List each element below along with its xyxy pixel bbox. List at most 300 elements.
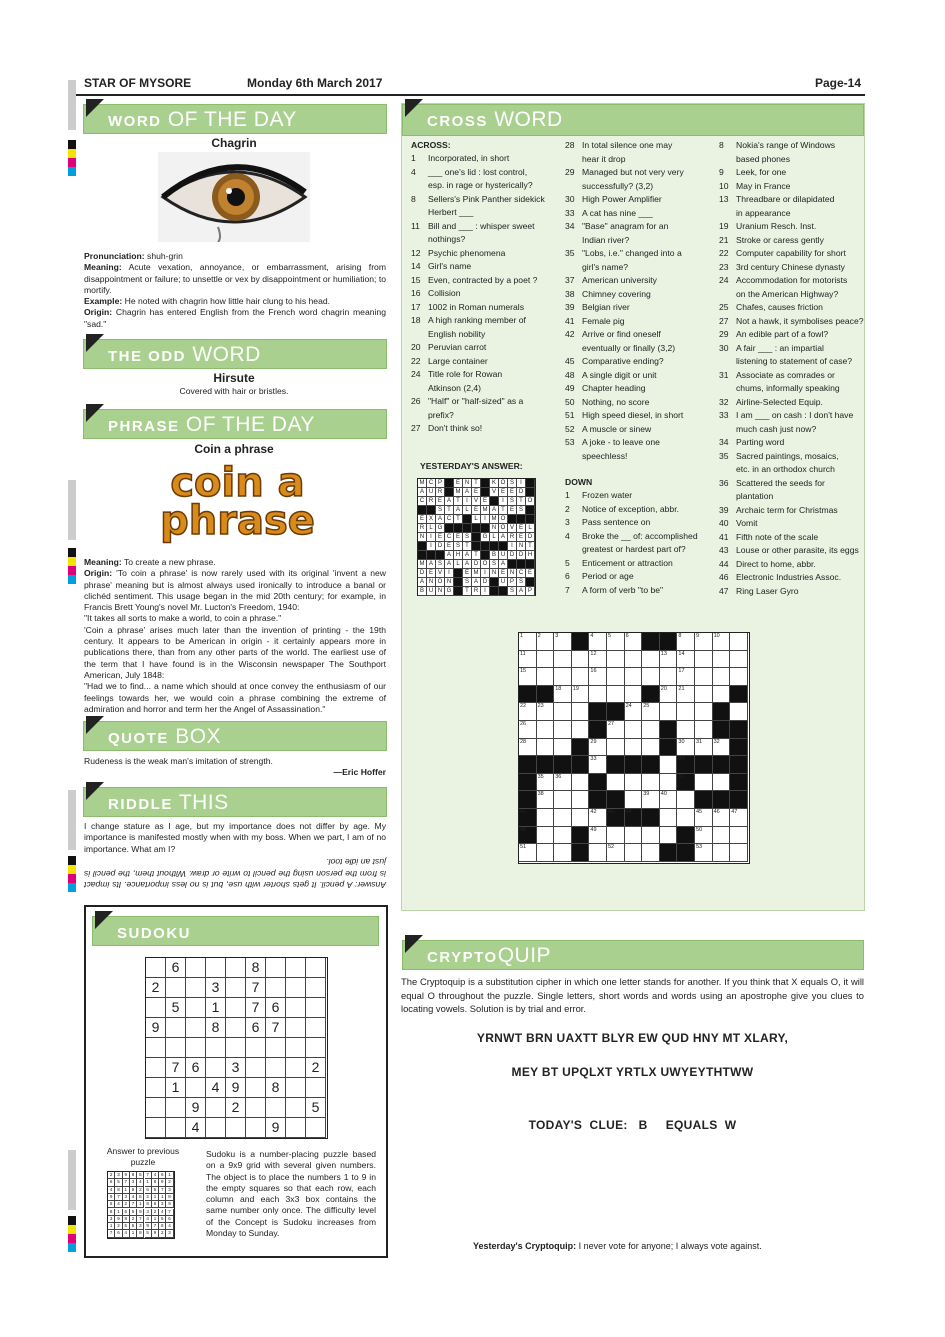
crossword-cell[interactable]	[537, 703, 555, 721]
sudoku-cell[interactable]: 1	[206, 998, 226, 1018]
yesterday-cell: O	[481, 560, 490, 569]
cell-number: 15	[520, 668, 527, 675]
sudoku-cell[interactable]	[306, 998, 326, 1018]
clue-item: 45 Comparative ending?	[565, 356, 664, 366]
crossword-cell[interactable]	[625, 827, 643, 845]
clue-item: 29 Managed but not very very	[565, 167, 684, 177]
clue-item: eventually or finally (3,2)	[582, 342, 676, 353]
crossword-cell[interactable]	[537, 668, 555, 686]
sudoku-cell[interactable]: 1	[166, 1078, 186, 1098]
yesterday-cell	[526, 488, 535, 497]
clue-item: 7 A form of verb "to be"	[565, 584, 664, 595]
sudoku-cell[interactable]	[206, 1038, 226, 1058]
cell-number: 49	[590, 826, 597, 833]
crossword-cell[interactable]	[677, 668, 695, 686]
sudoku-cell[interactable]	[286, 1118, 306, 1138]
yesterday-cell	[418, 506, 427, 515]
sudoku-answer-cell: 7	[115, 1194, 122, 1201]
crossword-cell[interactable]	[554, 827, 572, 845]
clue-item: Herbert ___	[428, 207, 474, 217]
crossword-cell[interactable]	[554, 651, 572, 669]
crossword-cell[interactable]	[695, 668, 713, 686]
crossword-cell[interactable]	[554, 739, 572, 757]
sudoku-cell[interactable]	[286, 1078, 306, 1098]
crossword-cell[interactable]	[660, 668, 678, 686]
crossword-cell[interactable]	[625, 774, 643, 792]
crossword-cell[interactable]	[713, 809, 731, 827]
crossword-cell[interactable]	[589, 633, 607, 651]
crossword-cell[interactable]	[642, 721, 660, 739]
crossword-cell	[660, 844, 678, 862]
yesterday-cell: A	[517, 587, 526, 596]
cell-number: 34	[678, 756, 685, 763]
crossword-cell[interactable]	[695, 739, 713, 757]
crossword-cell[interactable]	[572, 703, 590, 721]
crossword-cell[interactable]	[713, 739, 731, 757]
crossword-cell[interactable]	[607, 633, 625, 651]
sudoku-cell[interactable]	[246, 1118, 266, 1138]
crossword-cell[interactable]	[625, 686, 643, 704]
crossword-cell[interactable]	[589, 844, 607, 862]
sudoku-cell[interactable]: 2	[306, 1058, 326, 1078]
sudoku-cell[interactable]: 8	[246, 958, 266, 978]
yesterday-cell: A	[418, 578, 427, 587]
crossword-cell[interactable]	[730, 703, 748, 721]
sudoku-answer-cell: 7	[108, 1230, 115, 1237]
sudoku-answer-cell: 6	[137, 1194, 144, 1201]
crossword-cell[interactable]	[607, 774, 625, 792]
crossword-cell[interactable]	[554, 721, 572, 739]
crossword-cell[interactable]	[730, 809, 748, 827]
cell-number: 20	[660, 685, 667, 692]
sudoku-answer-cell: 8	[123, 1216, 130, 1223]
sudoku-answer-cell: 1	[159, 1194, 166, 1201]
crossword-cell[interactable]	[572, 651, 590, 669]
down-label: DOWN	[565, 477, 593, 487]
sudoku-cell[interactable]: 3	[206, 978, 226, 998]
yesterday-cell: O	[499, 515, 508, 524]
crossword-cell[interactable]	[677, 651, 695, 669]
sudoku-cell[interactable]	[186, 958, 206, 978]
crossword-cell[interactable]	[677, 809, 695, 827]
crossword-cell[interactable]	[713, 651, 731, 669]
crossword-cell[interactable]	[589, 827, 607, 845]
crossword-cell	[642, 756, 660, 774]
sudoku-cell[interactable]	[306, 1118, 326, 1138]
sudoku-cell[interactable]	[306, 978, 326, 998]
yesterday-cell: E	[463, 569, 472, 578]
sudoku-answer-grid	[107, 1171, 175, 1239]
yesterday-cell: E	[436, 533, 445, 542]
sudoku-answer-cell: 5	[159, 1216, 166, 1223]
crossword-cell[interactable]	[677, 739, 695, 757]
sudoku-cell[interactable]	[306, 1018, 326, 1038]
crossword-cell[interactable]	[537, 791, 555, 809]
sudoku-cell[interactable]	[206, 958, 226, 978]
crossword-cell[interactable]	[572, 809, 590, 827]
sudoku-cell[interactable]	[286, 978, 306, 998]
clue-item: 28 In total silence one may	[565, 140, 673, 150]
crossword-cell	[713, 721, 731, 739]
sudoku-cell[interactable]: 9	[266, 1118, 286, 1138]
sudoku-cell[interactable]: 4	[206, 1078, 226, 1098]
yesterday-cell: S	[436, 560, 445, 569]
crossword-cell[interactable]	[660, 703, 678, 721]
crossword-cell[interactable]	[660, 791, 678, 809]
sudoku-cell[interactable]	[186, 1078, 206, 1098]
crossword-cell[interactable]	[695, 827, 713, 845]
crossword-cell[interactable]	[642, 739, 660, 757]
crossword-cell[interactable]	[730, 651, 748, 669]
clue-item: Atkinson (2,4)	[428, 382, 482, 393]
sudoku-answer-cell: 6	[108, 1179, 115, 1186]
yesterday-cell: S	[517, 506, 526, 515]
crossword-cell[interactable]	[554, 791, 572, 809]
crossword-cell[interactable]	[713, 827, 731, 845]
sudoku-cell[interactable]: 5	[306, 1098, 326, 1118]
sudoku-answer-cell: 1	[108, 1223, 115, 1230]
sudoku-cell[interactable]	[266, 958, 286, 978]
sudoku-cell[interactable]	[306, 1038, 326, 1058]
paper-name: STAR OF MYSORE	[84, 76, 192, 90]
crossword-cell[interactable]	[537, 651, 555, 669]
crossword-cell[interactable]	[660, 756, 678, 774]
sudoku-answer-cell: 8	[159, 1223, 166, 1230]
sudoku-cell[interactable]	[166, 978, 186, 998]
crossword-cell[interactable]	[554, 668, 572, 686]
sudoku-cell[interactable]: 4	[186, 1118, 206, 1138]
crossword-cell[interactable]	[677, 703, 695, 721]
sudoku-cell[interactable]	[146, 1058, 166, 1078]
sudoku-cell[interactable]	[266, 1098, 286, 1118]
crossword-cell[interactable]	[607, 739, 625, 757]
crossword-cell[interactable]	[625, 844, 643, 862]
sudoku-answer-cell: 4	[130, 1194, 137, 1201]
yesterday-cell: T	[463, 587, 472, 596]
sudoku-cell[interactable]	[266, 978, 286, 998]
crossword-cell[interactable]	[695, 721, 713, 739]
sudoku-cell[interactable]: 9	[146, 1018, 166, 1038]
sudoku-cell[interactable]	[226, 958, 246, 978]
crossword-cell[interactable]	[625, 739, 643, 757]
sudoku-cell[interactable]	[166, 1018, 186, 1038]
clue-item: Indian river?	[582, 234, 630, 245]
sudoku-cell[interactable]: 2	[146, 978, 166, 998]
sudoku-cell[interactable]: 3	[226, 1058, 246, 1078]
sudoku-cell[interactable]	[286, 1038, 306, 1058]
sudoku-cell[interactable]	[286, 998, 306, 1018]
sudoku-cell[interactable]	[226, 998, 246, 1018]
sudoku-cell[interactable]: 7	[246, 978, 266, 998]
sudoku-cell[interactable]	[146, 998, 166, 1018]
crossword-cell[interactable]	[677, 686, 695, 704]
crossword-cell[interactable]	[730, 827, 748, 845]
crossword-cell[interactable]	[625, 633, 643, 651]
crossword-cell[interactable]	[554, 844, 572, 862]
crossword-cell[interactable]	[660, 827, 678, 845]
sudoku-answer-cell: 1	[152, 1194, 159, 1201]
crossword-cell[interactable]	[730, 844, 748, 862]
crossword-cell[interactable]	[660, 809, 678, 827]
crossword-cell[interactable]	[572, 686, 590, 704]
yesterday-cell	[454, 578, 463, 587]
sudoku-answer-cell: 1	[130, 1230, 137, 1237]
sudoku-answer-cell: 7	[145, 1172, 152, 1179]
crossword-cell[interactable]	[572, 791, 590, 809]
crossword-cell	[677, 844, 695, 862]
crossword-cell[interactable]	[519, 651, 537, 669]
crossword-cell[interactable]	[695, 703, 713, 721]
sudoku-cell[interactable]	[206, 1058, 226, 1078]
cell-number: 23	[537, 703, 544, 710]
crossword-cell[interactable]	[607, 686, 625, 704]
sudoku-cell[interactable]	[166, 1098, 186, 1118]
crossword-cell[interactable]	[713, 844, 731, 862]
yesterday-cell: S	[454, 542, 463, 551]
header-rule	[70, 94, 865, 96]
crossword-cell[interactable]	[537, 844, 555, 862]
crossword-cell[interactable]	[642, 651, 660, 669]
cell-number: 2	[537, 633, 541, 639]
crossword-cell[interactable]	[589, 668, 607, 686]
sudoku-cell[interactable]: 9	[226, 1078, 246, 1098]
yesterday-cell	[508, 515, 517, 524]
sudoku-cell[interactable]	[266, 1038, 286, 1058]
crossword-cell[interactable]	[625, 791, 643, 809]
yesterday-cell: E	[472, 506, 481, 515]
yesterday-cell	[445, 479, 454, 488]
crossword-cell[interactable]	[589, 756, 607, 774]
yesterday-cell: E	[499, 488, 508, 497]
clue-item: 30 High Power Amplifier	[565, 194, 662, 204]
odd-word: Hirsute	[213, 371, 255, 385]
sudoku-cell[interactable]	[226, 1018, 246, 1038]
crossword-cell[interactable]	[642, 668, 660, 686]
clue-item: 36 Scattered the seeds for	[719, 477, 825, 488]
quote-author: —Eric Hoffer	[333, 767, 386, 777]
crossword-cell[interactable]	[642, 844, 660, 862]
sudoku-cell[interactable]	[226, 1038, 246, 1058]
clue-item: 2 Notice of exception, abbr.	[565, 503, 679, 514]
sudoku-answer-cell: 8	[145, 1201, 152, 1208]
clue-item: 43 Louse or other parasite, its eggs	[719, 545, 859, 555]
sudoku-cell[interactable]	[226, 978, 246, 998]
crossword-cell	[607, 791, 625, 809]
sudoku-cell[interactable]	[206, 1098, 226, 1118]
sudoku-cell[interactable]	[286, 1058, 306, 1078]
yesterday-cell: R	[472, 587, 481, 596]
crossword-cell[interactable]	[519, 703, 537, 721]
phrase-text: Meaning: To create a new phrase. Origin: 'To coin a phrase' is now rarely used with its original 'invent a new phrase' meaning but is almost always used ironically to introduce a banal or clichéd sentiment. This usage began in the mid 20th century; for example, in Francis Brett Young's novel Mr. Lucton's Freedom, 1940: "It takes all sorts to make a world, to coin a phrase." 'Coin a phrase' arises much later than the invention of printing - the 19th century. It appears to be American in origin - it certainly appears more in publications there, than from any other parts of the world. The earliest use of the term that I have found is in the Wisconsin newspaper The Southport American, July 1848: "Had we to find... a name which should at once convey the enthusiasm of our feelings towards her, we would coin a phrase combining the extreme of admiration and horror and term her the Angel of Assassination."	[84, 557, 386, 714]
sudoku-cell[interactable]	[146, 1078, 166, 1098]
sudoku-answer-cell: 4	[115, 1201, 122, 1208]
crossword-cell[interactable]	[625, 721, 643, 739]
sudoku-cell[interactable]	[186, 1018, 206, 1038]
sudoku-answer-cell: 8	[152, 1179, 159, 1186]
sudoku-answer-cell: 9	[108, 1194, 115, 1201]
sudoku-cell[interactable]	[206, 1118, 226, 1138]
crossword-cell[interactable]	[713, 686, 731, 704]
crossword-cell[interactable]	[695, 651, 713, 669]
yesterday-cell: E	[454, 533, 463, 542]
yesterday-cell: A	[445, 560, 454, 569]
sudoku-cell[interactable]: 6	[246, 1018, 266, 1038]
sudoku-cell[interactable]	[186, 998, 206, 1018]
down-clues-col3	[719, 139, 864, 598]
clue-item: 39 Belgian river	[565, 302, 630, 312]
crossword-cell[interactable]	[554, 686, 572, 704]
sudoku-cell[interactable]	[306, 958, 326, 978]
crossword-cell[interactable]	[572, 721, 590, 739]
sudoku-cell[interactable]: 7	[166, 1058, 186, 1078]
crossword-cell[interactable]	[713, 633, 731, 651]
sudoku-answer-cell: 4	[166, 1223, 173, 1230]
crossword-cell[interactable]	[572, 668, 590, 686]
crossword-cell[interactable]	[660, 774, 678, 792]
yesterday-cell: D	[481, 578, 490, 587]
crossword-cell[interactable]	[677, 721, 695, 739]
crossword-cell[interactable]	[625, 703, 643, 721]
clue-item: 13 Threadbare or dilapidated	[719, 194, 835, 204]
sudoku-cell[interactable]	[166, 1038, 186, 1058]
yesterday-cell	[508, 560, 517, 569]
crossword-cell[interactable]	[713, 668, 731, 686]
crossword-cell[interactable]	[642, 827, 660, 845]
sudoku-cell[interactable]	[246, 1038, 266, 1058]
sudoku-cell[interactable]: 7	[246, 998, 266, 1018]
crossword-cell[interactable]	[519, 668, 537, 686]
yesterday-cell: R	[427, 497, 436, 506]
sudoku-cell[interactable]	[286, 958, 306, 978]
clue-item: 23 3rd century Chinese dynasty	[719, 261, 845, 272]
yesterday-cell: T	[463, 542, 472, 551]
sudoku-cell[interactable]	[186, 978, 206, 998]
crossword-cell[interactable]	[519, 739, 537, 757]
clue-item: 35 "Lobs, i.e." changed into a	[565, 248, 682, 258]
sudoku-cell[interactable]: 8	[266, 1078, 286, 1098]
yesterday-cell: I	[427, 533, 436, 542]
sudoku-cell[interactable]	[166, 1118, 186, 1138]
crossword-cell[interactable]	[589, 651, 607, 669]
crossword-cell[interactable]	[642, 774, 660, 792]
crossword-cell[interactable]	[519, 633, 537, 651]
crossword-cell[interactable]	[589, 739, 607, 757]
sudoku-cell[interactable]: 8	[206, 1018, 226, 1038]
crossword-cell[interactable]	[537, 809, 555, 827]
sudoku-cell[interactable]	[186, 1038, 206, 1058]
yesterday-cell: G	[481, 533, 490, 542]
crossword-cell[interactable]	[695, 633, 713, 651]
crossword-cell[interactable]	[677, 633, 695, 651]
sudoku-cell[interactable]: 6	[266, 998, 286, 1018]
crossword-cell[interactable]	[537, 633, 555, 651]
sudoku-cell[interactable]	[146, 1098, 166, 1118]
crossword-cell[interactable]	[642, 791, 660, 809]
crossword-cell[interactable]	[695, 809, 713, 827]
crossword-cell[interactable]	[607, 827, 625, 845]
crossword-cell[interactable]	[730, 668, 748, 686]
crossword-cell[interactable]	[554, 633, 572, 651]
crossword-cell[interactable]	[537, 774, 555, 792]
sudoku-cell[interactable]	[226, 1118, 246, 1138]
sudoku-answer-cell: 4	[123, 1230, 130, 1237]
crossword-cell[interactable]	[519, 844, 537, 862]
sudoku-cell[interactable]	[146, 1118, 166, 1138]
sudoku-cell[interactable]: 9	[186, 1098, 206, 1118]
yesterday-cell	[472, 533, 481, 542]
crossword-cell[interactable]	[713, 774, 731, 792]
sudoku-cell[interactable]: 7	[266, 1018, 286, 1038]
crossword-cell[interactable]	[695, 774, 713, 792]
crossword-cell[interactable]	[554, 774, 572, 792]
crossword-cell[interactable]	[572, 774, 590, 792]
crossword-cell[interactable]	[607, 668, 625, 686]
yesterday-cell: I	[517, 479, 526, 488]
crossword-cell	[625, 809, 643, 827]
crossword-cell[interactable]	[537, 827, 555, 845]
sudoku-cell[interactable]	[246, 1058, 266, 1078]
crossword-cell	[730, 774, 748, 792]
crossword-cell[interactable]	[519, 721, 537, 739]
clue-item: 38 Chimney covering	[565, 288, 651, 299]
crossword-cell[interactable]	[695, 844, 713, 862]
crossword-cell[interactable]	[695, 686, 713, 704]
crossword-cell[interactable]	[660, 651, 678, 669]
sudoku-cell[interactable]	[146, 958, 166, 978]
crossword-cell[interactable]	[607, 651, 625, 669]
crossword-cell	[713, 703, 731, 721]
crossword-cell[interactable]	[677, 791, 695, 809]
crossword-cell[interactable]	[589, 686, 607, 704]
sudoku-cell[interactable]: 2	[226, 1098, 246, 1118]
sudoku-cell[interactable]	[306, 1078, 326, 1098]
yesterday-cell: S	[463, 578, 472, 587]
crossword-cell[interactable]	[537, 721, 555, 739]
sudoku-cell[interactable]	[246, 1098, 266, 1118]
crossword-cell	[519, 686, 537, 704]
crossword-cell[interactable]	[554, 809, 572, 827]
yesterday-cell: M	[418, 479, 427, 488]
sudoku-cell[interactable]	[286, 1018, 306, 1038]
sudoku-cell[interactable]	[246, 1078, 266, 1098]
crossword-cell[interactable]	[607, 844, 625, 862]
crossword-cell[interactable]	[660, 686, 678, 704]
cryptoquip-line1: YRNWT BRN UAXTT BLYR EW QUD HNY MT XLARY,	[476, 1031, 789, 1045]
sudoku-cell[interactable]: 6	[186, 1058, 206, 1078]
crossword-cell[interactable]	[625, 651, 643, 669]
crossword-cell[interactable]	[537, 739, 555, 757]
crossword-cell[interactable]	[642, 703, 660, 721]
crossword-cell[interactable]	[607, 721, 625, 739]
yesterday-cell: H	[526, 551, 535, 560]
sudoku-cell[interactable]: 5	[166, 998, 186, 1018]
crossword-cell[interactable]	[730, 633, 748, 651]
sudoku-answer-cell: 5	[123, 1223, 130, 1230]
crossword-cell[interactable]	[625, 668, 643, 686]
crossword-cell[interactable]	[554, 703, 572, 721]
yesterday-cell	[517, 515, 526, 524]
crossword-cell[interactable]	[589, 809, 607, 827]
cell-number: 18	[555, 685, 562, 692]
sudoku-cell[interactable]: 6	[166, 958, 186, 978]
yesterday-cell: E	[436, 497, 445, 506]
sudoku-cell[interactable]	[286, 1098, 306, 1118]
sudoku-answer-cell: 9	[152, 1230, 159, 1237]
yesterday-cell: A	[445, 551, 454, 560]
yesterday-cell: L	[472, 515, 481, 524]
sudoku-cell[interactable]	[266, 1058, 286, 1078]
sudoku-cell[interactable]	[146, 1038, 166, 1058]
